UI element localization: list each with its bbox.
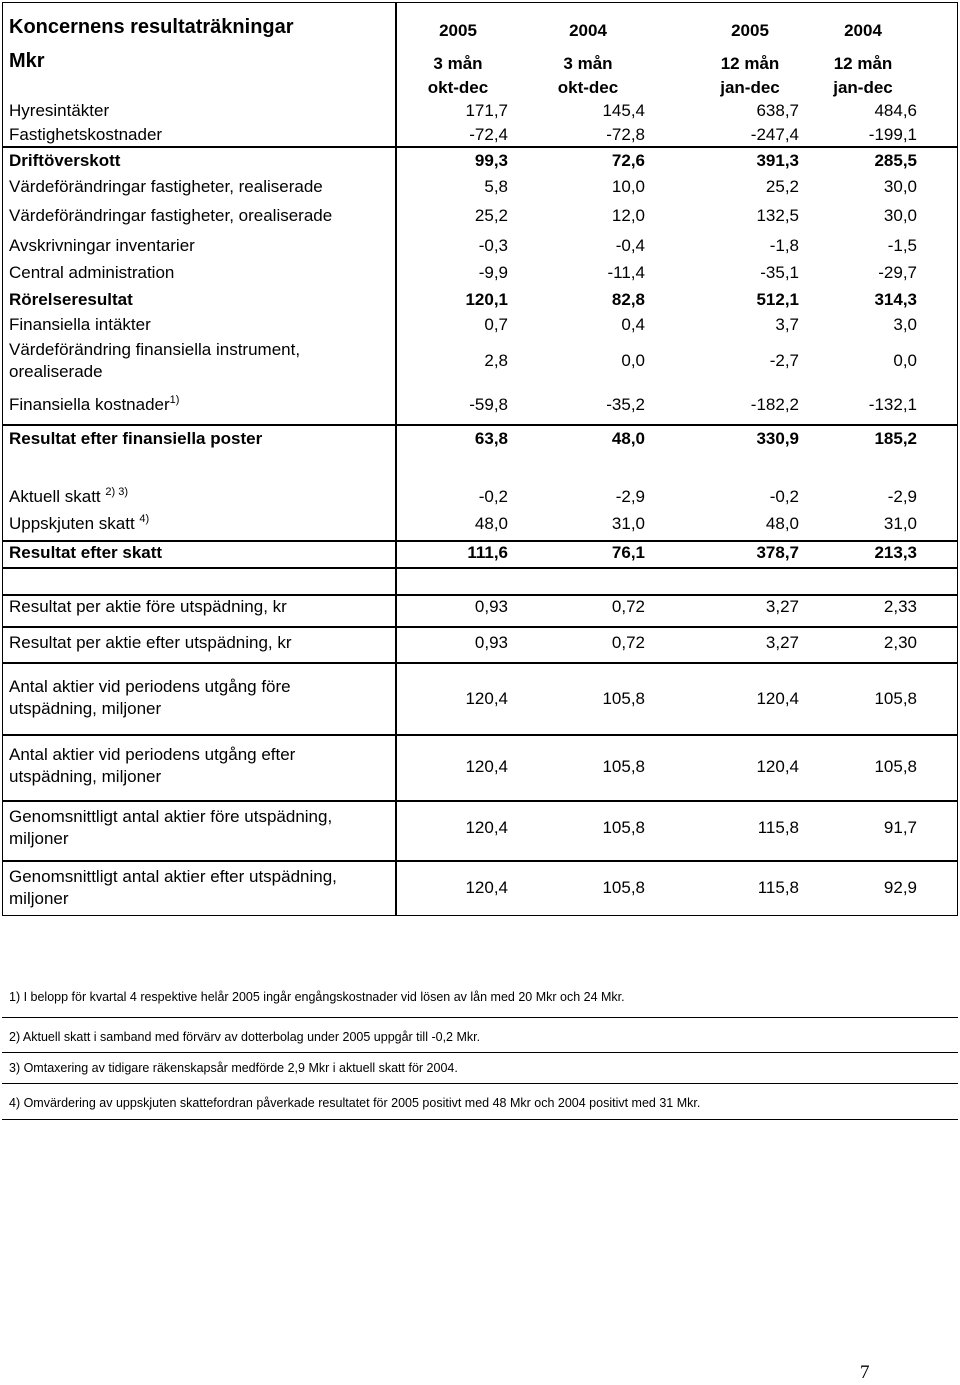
column-header-year: 2005	[731, 21, 769, 40]
row-label: Rörelseresultat	[9, 290, 133, 309]
cell-value: 0,93	[474, 633, 508, 652]
row-label-text: Finansiella kostnader	[9, 395, 170, 414]
cell-value: 48,0	[611, 429, 645, 448]
cell-value: -2,7	[769, 351, 799, 370]
row-label-line: Värdeförändring finansiella instrument,	[9, 340, 301, 359]
cell-value: -0,3	[478, 236, 508, 255]
cell-value: 25,2	[765, 177, 799, 196]
cell-value: 0,72	[611, 597, 645, 616]
row-label-line: Antal aktier vid periodens utgång efter	[9, 745, 296, 764]
row-label: Driftöverskott	[9, 151, 121, 170]
cell-value: 330,9	[756, 429, 799, 448]
cell-value: 378,7	[756, 543, 799, 562]
cell-value: -2,9	[887, 487, 917, 506]
column-header-year: 2004	[569, 21, 607, 40]
cell-value: -2,9	[615, 487, 645, 506]
cell-value: 105,8	[874, 689, 917, 708]
footnote-text: 2) Aktuell skatt i samband med förvärv av dotterbolag under 2005 uppgår till -0,2 Mkr.	[9, 1030, 481, 1044]
cell-value: -132,1	[868, 395, 917, 414]
cell-value: 105,8	[602, 878, 645, 897]
cell-value: 0,93	[474, 597, 508, 616]
cell-value: 145,4	[602, 101, 645, 120]
cell-value: 0,0	[893, 351, 917, 370]
cell-value: 3,0	[893, 315, 917, 334]
cell-value: 31,0	[611, 514, 645, 533]
cell-value: -11,4	[607, 263, 645, 282]
footnote-ref: 1)	[169, 394, 180, 406]
cell-value: 285,5	[874, 151, 917, 170]
cell-value: 120,4	[465, 689, 508, 708]
row-label: Resultat efter finansiella poster	[9, 429, 263, 448]
row-label: Resultat per aktie efter utspädning, kr	[9, 633, 292, 652]
cell-value: 3,7	[775, 315, 799, 334]
cell-value: -0,2	[478, 487, 508, 506]
cell-value: 10,0	[611, 177, 645, 196]
cell-value: -9,9	[478, 263, 508, 282]
cell-value: 185,2	[874, 429, 917, 448]
cell-value: 2,33	[883, 597, 917, 616]
row-label-line: utspädning, miljoner	[9, 699, 162, 718]
row-label-line: utspädning, miljoner	[9, 767, 162, 786]
cell-value: 48,0	[474, 514, 508, 533]
footnote-ref: 4)	[139, 513, 150, 525]
cell-value: -72,8	[606, 125, 645, 144]
cell-value: 213,3	[874, 543, 917, 562]
cell-value: 120,4	[465, 878, 508, 897]
row-label	[9, 513, 149, 535]
cell-value: -1,8	[769, 236, 799, 255]
row-divider	[2, 626, 958, 628]
cell-value: 91,7	[883, 818, 917, 837]
row-label	[9, 486, 128, 508]
cell-value: 12,0	[611, 206, 645, 225]
cell-value: 31,0	[883, 514, 917, 533]
cell-value: 105,8	[602, 689, 645, 708]
cell-value: 115,8	[757, 818, 799, 837]
cell-value: 120,4	[465, 818, 508, 837]
column-header-range: jan-dec	[833, 78, 893, 97]
column-header-period: 12 mån	[833, 54, 893, 73]
cell-value: 0,72	[611, 633, 645, 652]
row-divider	[2, 800, 958, 802]
footnote-divider	[2, 1083, 958, 1084]
cell-value: 92,9	[883, 878, 917, 897]
cell-value: 82,8	[611, 290, 645, 309]
footnote-text: 1) I belopp för kvartal 4 respektive helår 2005 ingår engångskostnader vid lösen av lån med 20 Mkr och 24 Mkr.	[9, 990, 625, 1004]
cell-value: -0,4	[615, 236, 645, 255]
cell-value: 111,6	[467, 543, 508, 562]
cell-value: 105,8	[874, 757, 917, 776]
column-header-range: jan-dec	[720, 78, 780, 97]
cell-value: -35,2	[606, 395, 645, 414]
page-number: 7	[860, 1362, 870, 1383]
row-label: Värdeförändringar fastigheter, realiserade	[9, 177, 323, 196]
cell-value: 105,8	[602, 757, 645, 776]
row-label: Värdeförändringar fastigheter, orealiserade	[9, 206, 333, 225]
row-label-text: Uppskjuten skatt	[9, 514, 135, 533]
footnote-divider	[2, 1052, 958, 1053]
row-divider	[2, 567, 958, 569]
cell-value: 3,27	[765, 597, 799, 616]
row-label-line: Antal aktier vid periodens utgång före	[9, 677, 291, 696]
cell-value: 30,0	[883, 177, 917, 196]
row-label-line: Genomsnittligt antal aktier före utspädning,	[9, 807, 333, 826]
table-title: Koncernens resultaträkningar	[9, 16, 294, 38]
row-label-line: miljoner	[9, 889, 69, 908]
row-label: Avskrivningar inventarier	[9, 236, 195, 255]
cell-value: -59,8	[469, 395, 508, 414]
column-header-period: 3 mån	[563, 54, 613, 73]
row-label: Hyresintäkter	[9, 101, 110, 120]
row-label-line: orealiserade	[9, 362, 103, 381]
row-label: Central administration	[9, 263, 175, 282]
footnote-text: 4) Omvärdering av uppskjuten skattefordran påverkade resultatet för 2005 positivt med 48 Mkr och 2004 positivt med 31 Mkr.	[9, 1096, 701, 1110]
cell-value: -1,5	[887, 236, 917, 255]
row-label-line: miljoner	[9, 829, 69, 848]
cell-value: 0,7	[484, 315, 508, 334]
cell-value: 3,27	[765, 633, 799, 652]
row-divider	[2, 662, 958, 664]
column-header-year: 2005	[439, 21, 477, 40]
cell-value: 120,1	[465, 290, 508, 309]
row-label-text: Aktuell skatt	[9, 487, 101, 506]
column-header-range: okt-dec	[557, 78, 619, 97]
cell-value: 171,7	[465, 101, 508, 120]
cell-value: -72,4	[469, 125, 508, 144]
row-divider	[2, 734, 958, 736]
row-label: Resultat per aktie före utspädning, kr	[9, 597, 287, 616]
cell-value: 63,8	[474, 429, 508, 448]
row-label: Fastighetskostnader	[9, 125, 163, 144]
cell-value: 638,7	[756, 101, 799, 120]
cell-value: 2,30	[883, 633, 917, 652]
row-divider	[2, 424, 958, 426]
cell-value: 484,6	[874, 101, 917, 120]
cell-value: 314,3	[874, 290, 917, 309]
cell-value: 48,0	[765, 514, 799, 533]
footnote-ref: 2) 3)	[105, 486, 129, 498]
unit-label: Mkr	[9, 50, 45, 72]
cell-value: 25,2	[474, 206, 508, 225]
cell-value: -29,7	[878, 263, 917, 282]
cell-value: 76,1	[611, 543, 645, 562]
cell-value: 0,4	[621, 315, 645, 334]
cell-value: 120,4	[465, 757, 508, 776]
cell-value: 0,0	[621, 351, 645, 370]
cell-value: -199,1	[868, 125, 917, 144]
row-label: Finansiella intäkter	[9, 315, 151, 334]
cell-value: 115,8	[757, 878, 799, 897]
cell-value: 5,8	[484, 177, 508, 196]
column-header-period: 3 mån	[433, 54, 483, 73]
cell-value: 120,4	[756, 757, 799, 776]
cell-value: 30,0	[883, 206, 917, 225]
row-label: Resultat efter skatt	[9, 543, 163, 562]
footnote-text: 3) Omtaxering av tidigare räkenskapsår medförde 2,9 Mkr i aktuell skatt för 2004.	[9, 1061, 458, 1075]
cell-value: 132,5	[756, 206, 799, 225]
row-divider	[2, 860, 958, 862]
column-header-year: 2004	[844, 21, 882, 40]
footnote-divider	[2, 1017, 958, 1018]
row-divider	[2, 146, 958, 148]
cell-value: -35,1	[760, 263, 799, 282]
cell-value: 512,1	[756, 290, 799, 309]
row-label	[9, 394, 179, 416]
cell-value: 99,3	[474, 151, 508, 170]
cell-value: 72,6	[611, 151, 645, 170]
row-label-line: Genomsnittligt antal aktier efter utspädning,	[9, 867, 337, 886]
cell-value: 120,4	[756, 689, 799, 708]
column-header-period: 12 mån	[720, 54, 780, 73]
cell-value: 105,8	[602, 818, 645, 837]
footnote-divider	[2, 1119, 958, 1120]
cell-value: -182,2	[750, 395, 799, 414]
cell-value: -0,2	[769, 487, 799, 506]
cell-value: -247,4	[750, 125, 799, 144]
column-header-range: okt-dec	[427, 78, 489, 97]
cell-value: 391,3	[756, 151, 799, 170]
cell-value: 2,8	[484, 351, 508, 370]
